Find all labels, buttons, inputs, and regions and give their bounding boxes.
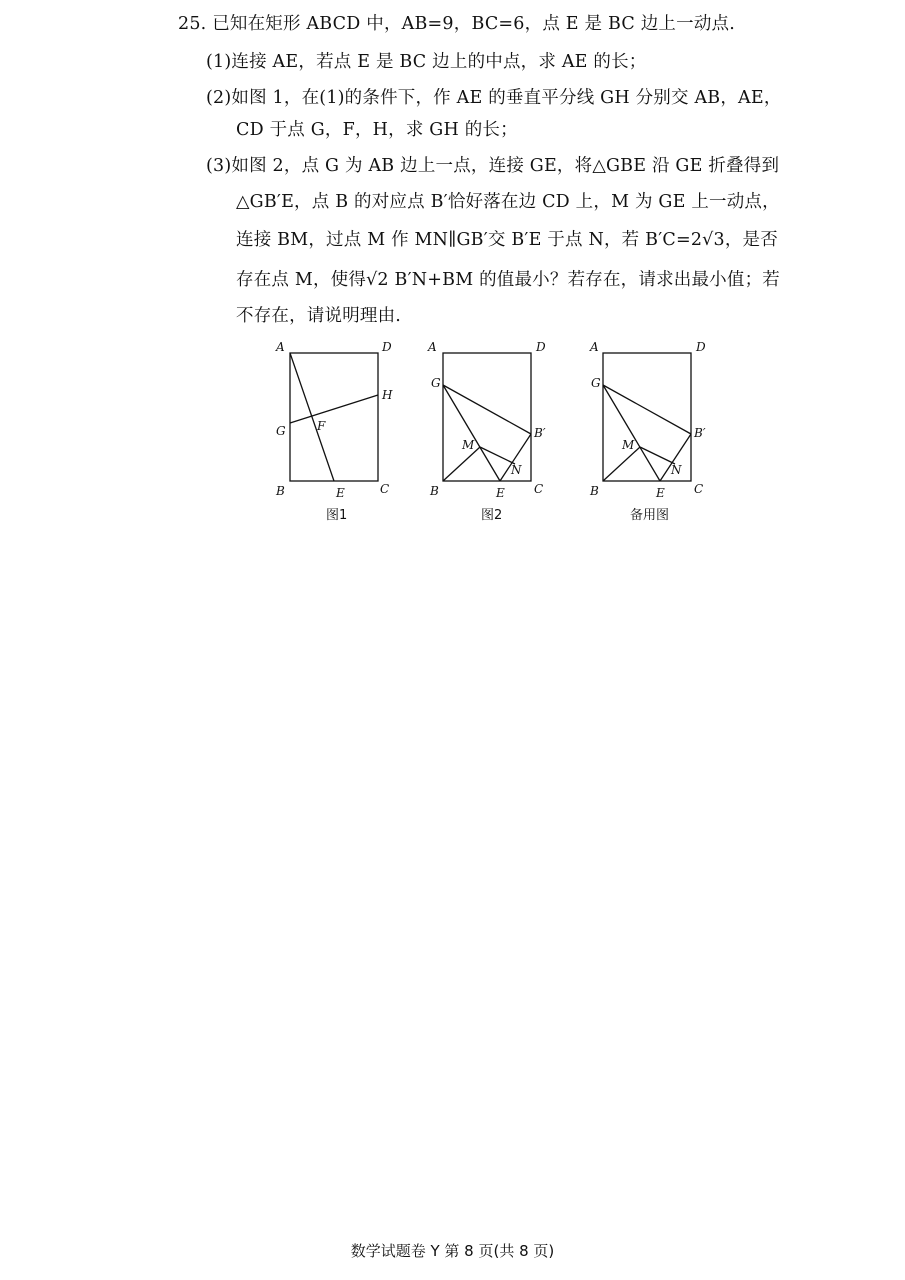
figure-backup	[603, 353, 691, 481]
figure-1	[290, 353, 378, 481]
fig2-label-m: M	[462, 438, 475, 452]
question-line-9: 不存在，请说明理由.	[236, 306, 402, 326]
fig3-label-g: G	[591, 376, 601, 390]
fig2-label-b-prime: B′	[534, 426, 546, 440]
rectangle-abcd	[603, 353, 691, 481]
segment-gb-prime	[443, 385, 531, 434]
fig1-label-c: C	[380, 482, 390, 496]
fig3-label-a: A	[590, 340, 599, 354]
fig1-label-d: D	[382, 340, 392, 354]
fig3-label-m: M	[622, 438, 635, 452]
figure-2	[443, 353, 531, 481]
fig2-label-a: A	[428, 340, 437, 354]
question-line-5: (3)如图 2，点 G 为 AB 边上一点，连接 GE，将△GBE 沿 GE 折叠得到	[206, 156, 780, 176]
fig2-label-d: D	[536, 340, 546, 354]
fig1-label-e: E	[336, 486, 345, 500]
segment-bm	[603, 447, 640, 481]
fig2-label-c: C	[534, 482, 544, 496]
fig1-label-b: B	[276, 484, 285, 498]
fig1-label-a: A	[276, 340, 285, 354]
segment-bm	[443, 447, 480, 481]
fig3-label-b-prime: B′	[694, 426, 706, 440]
fig3-label-n: N	[671, 463, 682, 477]
fig2-label-b: B	[430, 484, 439, 498]
question-line-6: △GB′E，点 B 的对应点 B′恰好落在边 CD 上，M 为 GE 上一动点，	[236, 192, 780, 212]
question-line-8: 存在点 M，使得√2 B′N+BM 的值最小？若存在，请求出最小值；若	[236, 270, 780, 290]
fig3-caption: 备用图	[630, 508, 670, 523]
fig2-caption: 图2	[481, 508, 503, 523]
question-line-4: CD 于点 G，F，H，求 GH 的长；	[236, 120, 518, 140]
fig2-label-n: N	[511, 463, 522, 477]
fig1-label-f: F	[317, 419, 326, 433]
question-line-1: 25. 已知在矩形 ABCD 中，AB=9，BC=6，点 E 是 BC 边上一动点.	[178, 14, 735, 34]
question-line-7: 连接 BM，过点 M 作 MN∥GB′交 B′E 于点 N，若 B′C=2√3，是否	[236, 230, 778, 250]
fig3-label-b: B	[590, 484, 599, 498]
fig3-label-e: E	[656, 486, 665, 500]
segment-ge	[603, 385, 660, 481]
rectangle-abcd	[443, 353, 531, 481]
segment-gh	[290, 395, 378, 423]
segment-ae	[290, 353, 334, 481]
fig1-label-g: G	[276, 424, 286, 438]
fig2-label-g: G	[431, 376, 441, 390]
geometry-figures	[260, 335, 730, 530]
fig3-label-d: D	[696, 340, 706, 354]
page-footer: 数学试题卷 Y 第 8 页(共 8 页)	[350, 1242, 555, 1260]
question-line-3: (2)如图 1，在(1)的条件下，作 AE 的垂直平分线 GH 分别交 AB，AE，	[206, 88, 782, 108]
segment-gb-prime	[603, 385, 691, 434]
fig3-label-c: C	[694, 482, 704, 496]
rectangle-abcd	[290, 353, 378, 481]
question-line-2: (1)连接 AE，若点 E 是 BC 边上的中点，求 AE 的长；	[206, 52, 647, 72]
fig1-caption: 图1	[326, 508, 348, 523]
segment-ge	[443, 385, 500, 481]
fig1-label-h: H	[382, 388, 393, 402]
fig2-label-e: E	[496, 486, 505, 500]
